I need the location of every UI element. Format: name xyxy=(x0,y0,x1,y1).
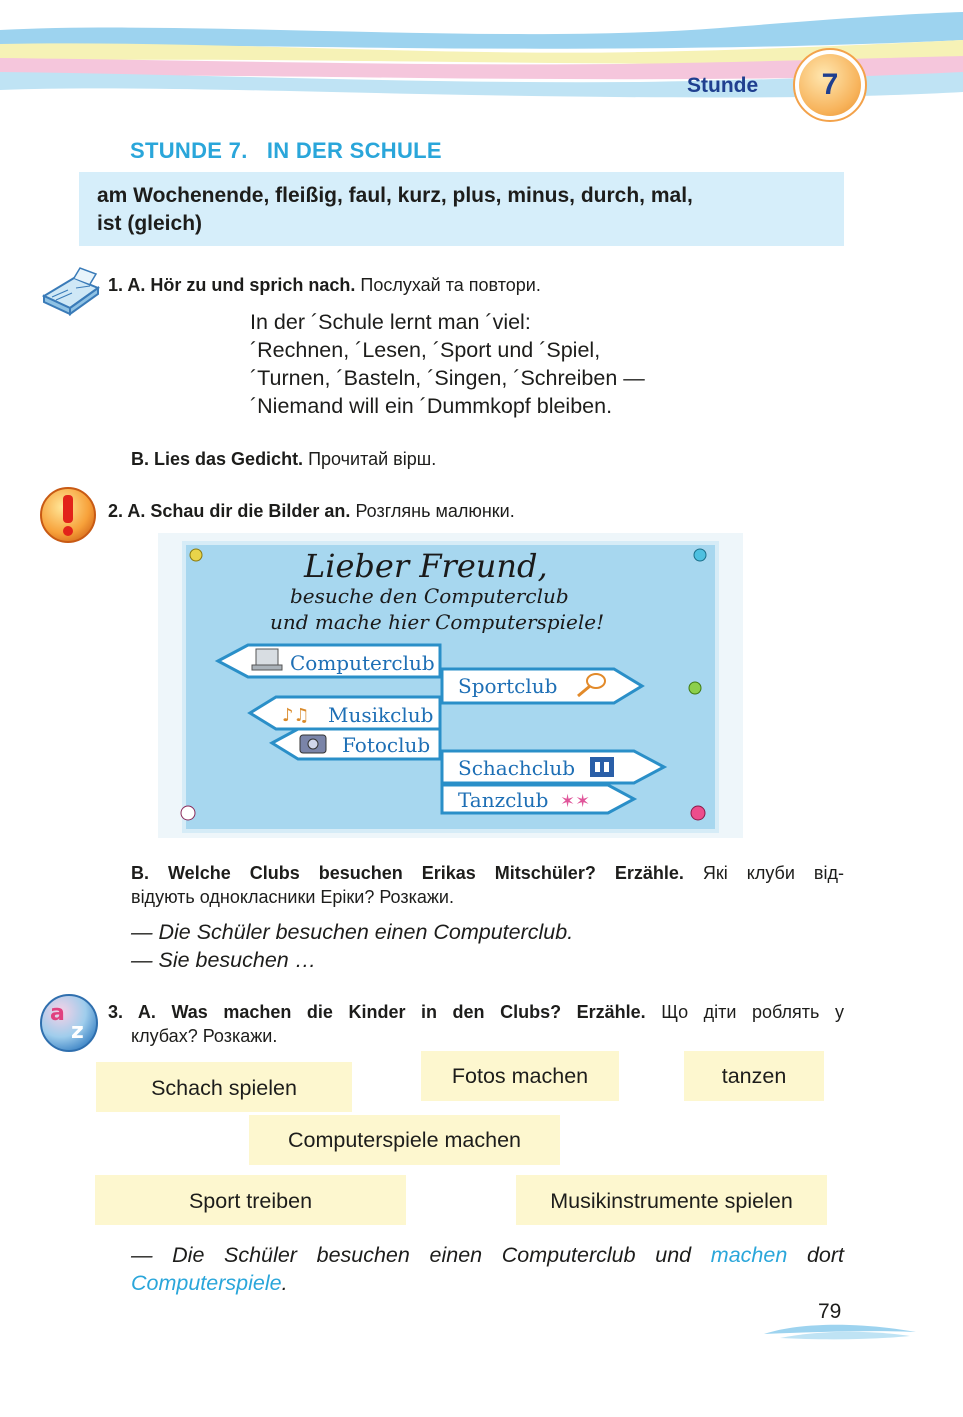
instruction-german: Lies das Gedicht. xyxy=(154,449,304,469)
phrase-chip: Sport treiben xyxy=(95,1175,406,1225)
example-text: — Die Schüler besuchen einen Computerclub und xyxy=(131,1243,692,1267)
example-dialog xyxy=(131,918,573,974)
phrase-chip: Fotos machen xyxy=(421,1051,619,1101)
poem-line: In der ´Schule lernt man ´viel: xyxy=(250,310,531,334)
instruction-ukrainian: Прочитай вірш. xyxy=(308,449,437,469)
task-number: 1. A. xyxy=(108,275,146,295)
instruction-german: Welche Clubs besuchen Erikas Mitschüler? Erzähle. xyxy=(168,863,684,883)
a-z-icon xyxy=(38,992,100,1054)
page-number: 79 xyxy=(818,1300,842,1323)
sign-label: Tanzclub xyxy=(458,788,549,812)
phrase-chip: Musikinstrumente spielen xyxy=(516,1175,827,1225)
instruction-ukrainian: Розглянь малюнки. xyxy=(355,501,515,521)
computer-icon xyxy=(256,649,278,665)
example-highlight: machen xyxy=(710,1243,788,1267)
vocabulary-line: ist (gleich) xyxy=(97,212,203,235)
instruction-ukrainian: Послухай та повтори. xyxy=(360,275,541,295)
poem-line: ´Turnen, ´Basteln, ´Singen, ´Schreiben — xyxy=(250,366,645,390)
lesson-number-badge xyxy=(793,48,867,122)
example-text: dort xyxy=(806,1243,844,1267)
pin-icon xyxy=(181,806,195,820)
task-3-example xyxy=(131,1241,844,1297)
pin-icon xyxy=(691,806,705,820)
svg-text:z: z xyxy=(71,1019,84,1044)
pin-icon xyxy=(190,549,202,561)
lesson-number: 7 xyxy=(799,54,861,116)
stunde-label: Stunde xyxy=(687,74,759,97)
sign-label: Computerclub xyxy=(290,651,435,675)
task-2b-instruction xyxy=(131,861,844,909)
lesson-title: STUNDE 7. IN DER SCHULE xyxy=(130,138,442,163)
task-number: 2. A. xyxy=(108,501,146,521)
club-signpost-board xyxy=(158,533,743,838)
dialog-line: — Sie besuchen … xyxy=(131,948,317,972)
sign-label: Musikclub xyxy=(328,703,434,727)
instruction-german: Hör zu und sprich nach. xyxy=(150,275,356,295)
task-number: 3. A. xyxy=(108,1002,156,1022)
exclamation-icon xyxy=(38,486,98,544)
instruction-ukrainian: Що діти роблять у xyxy=(661,1002,844,1022)
task-letter: B. xyxy=(131,863,149,883)
svg-text:a: a xyxy=(50,1001,65,1026)
pin-icon xyxy=(689,682,701,694)
instruction-ukrainian: Які клуби від- xyxy=(702,863,844,883)
chess-icon xyxy=(590,757,614,777)
poem-line: ´Niemand will ein ´Dummkopf bleiben. xyxy=(250,394,613,418)
example-highlight: Computerspiele xyxy=(131,1271,282,1295)
board-line: besuche den Computerclub xyxy=(290,584,569,608)
task-3a-instruction xyxy=(108,1000,844,1048)
task-1a-instruction xyxy=(108,273,541,297)
sign-label: Sportclub xyxy=(458,674,558,698)
instruction-german: Schau dir die Bilder an. xyxy=(150,501,351,521)
pin-icon xyxy=(694,549,706,561)
sign-label: Schachclub xyxy=(458,756,576,780)
poem xyxy=(250,308,645,420)
poem-line: ´Rechnen, ´Lesen, ´Sport und ´Spiel, xyxy=(250,338,601,362)
instruction-ukrainian: клубах? Розкажи. xyxy=(131,1026,278,1046)
task-1b-instruction xyxy=(131,447,436,471)
instruction-ukrainian: відують однокласники Еріки? Розкажи. xyxy=(131,887,454,907)
sign-label: Fotoclub xyxy=(342,733,431,757)
task-letter: B. xyxy=(131,449,149,469)
phrase-chip: Computerspiele machen xyxy=(249,1115,560,1165)
vocabulary-line: am Wochenende, fleißig, faul, kurz, plus, minus, durch, mal, xyxy=(97,184,693,207)
music-notes-icon: ♪♫ xyxy=(282,705,310,726)
dancers-icon: ✶✶ xyxy=(560,791,591,812)
open-book-icon xyxy=(40,266,102,318)
example-text: . xyxy=(281,1271,288,1295)
vocabulary-box xyxy=(79,172,844,246)
instruction-german: Was machen die Kinder in den Clubs? Erzähle. xyxy=(171,1002,646,1022)
board-line: und mache hier Computerspiele! xyxy=(270,610,605,634)
task-2a-instruction xyxy=(108,499,515,523)
board-heading: Lieber Freund, xyxy=(304,547,548,585)
phrase-chip: tanzen xyxy=(684,1051,824,1101)
phrase-chip: Schach spielen xyxy=(96,1062,352,1112)
dialog-line: — Die Schüler besuchen einen Computerclub. xyxy=(131,920,574,944)
